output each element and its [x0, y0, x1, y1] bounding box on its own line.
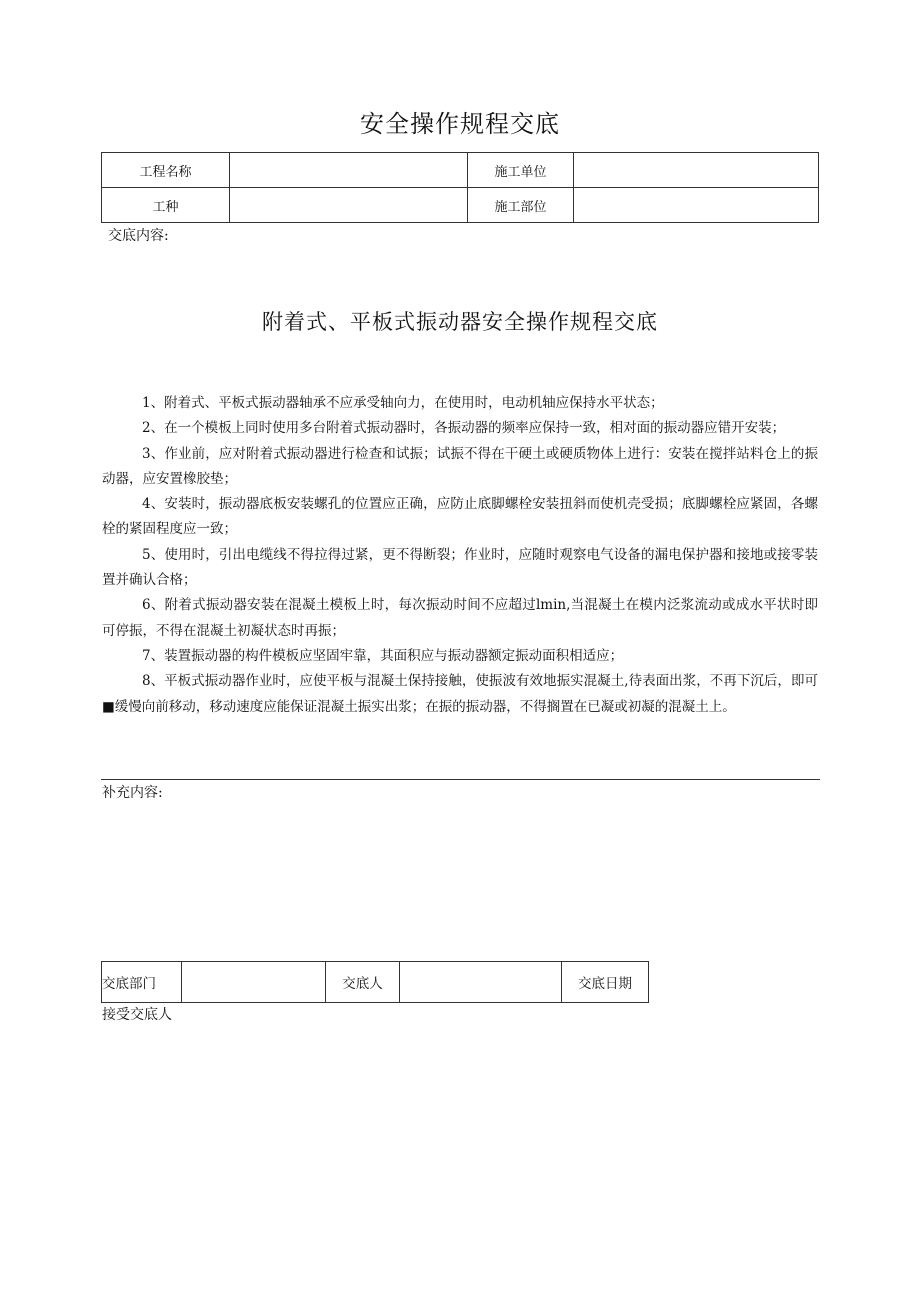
- page-title: 安全操作规程交底: [360, 110, 560, 138]
- info-row: [102, 188, 819, 223]
- content-label: 交底内容:: [108, 228, 169, 244]
- person-field[interactable]: [400, 962, 562, 1003]
- rule-item: 2、在一个模板上同时使用多台附着式振动器时，各振动器的频率应保持一致，相对面的振动器应错开安装；: [142, 420, 786, 437]
- rule-item: 4、安装时，振动器底板安装螺孔的位置应正确，应防止底脚螺栓安装扭斜而使机壳受损；底脚螺栓应紧固，各螺栓的紧固程度应一致；: [102, 496, 818, 538]
- rule-item: 1、附着式、平板式振动器轴承不应承受轴向力，在使用时，电动机轴应保持水平状态；: [142, 395, 664, 411]
- project-name-label: 工程名称: [102, 153, 230, 188]
- department-label: 交底部门: [102, 962, 182, 1003]
- construction-part-field[interactable]: [574, 188, 819, 223]
- project-name-field[interactable]: [230, 153, 468, 188]
- rule-item: 8、平板式振动器作业时，应使平板与混凝土保持接触，使振波有效地振实混凝土,待表面出浆，不再下沉后，即可■缓慢向前移动，移动速度应能保证混凝土振实出浆；在振的振动器，不得搁置在已凝或初凝的混凝土上。: [102, 673, 818, 715]
- section-divider: [101, 779, 820, 780]
- construction-part-label: 施工部位: [468, 188, 574, 223]
- info-row: [102, 153, 819, 188]
- supplement-label: 补充内容:: [102, 785, 163, 801]
- rule-item: 7、装置振动器的构件模板应坚固牢靠，其面积应与振动器额定振动面积相适应；: [142, 647, 624, 664]
- construction-unit-label: 施工单位: [468, 153, 574, 188]
- rules-list: [102, 391, 818, 720]
- person-label: 交底人: [326, 962, 400, 1003]
- work-type-label: 工种: [102, 188, 230, 223]
- rule-item: 3、作业前，应对附着式振动器进行检查和试振；试振不得在干硬土或硬质物体上进行：安装在搅拌站料仓上的振动器，应安置橡胶垫；: [102, 445, 818, 487]
- department-field[interactable]: [182, 962, 326, 1003]
- work-type-field[interactable]: [230, 188, 468, 223]
- section-title: 附着式、平板式振动器安全操作规程交底: [262, 310, 658, 334]
- info-table: [101, 152, 819, 223]
- sign-row: [102, 962, 649, 1003]
- construction-unit-field[interactable]: [574, 153, 819, 188]
- rule-item: 6、附着式振动器安装在混凝土模板上时，每次振动时间不应超过lmin,当混凝土在模内泛浆流动或成水平状时即可停振，不得在混凝土初凝状态时再振；: [102, 597, 818, 639]
- sign-table: [101, 961, 649, 1003]
- rule-item: 5、使用时，引出电缆线不得拉得过紧，更不得断裂；作业时，应随时观察电气设备的漏电保护器和接地或接零装置并确认合格；: [102, 546, 818, 589]
- date-label: 交底日期: [562, 962, 649, 1003]
- receiver-label: 接受交底人: [102, 1007, 172, 1023]
